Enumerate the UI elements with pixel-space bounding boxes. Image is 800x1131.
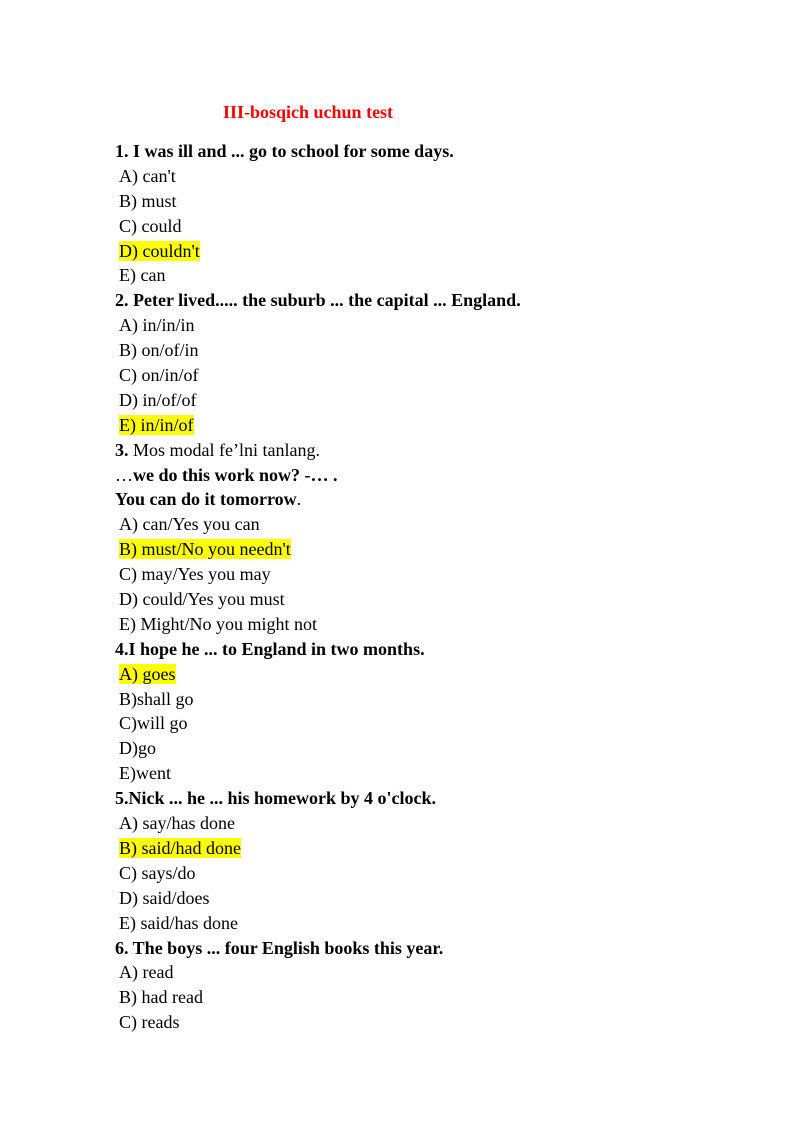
option-text: D) could/Yes you must — [119, 589, 285, 610]
q1-option-a — [115, 164, 775, 189]
question-number: 3. — [115, 439, 129, 460]
option-text: E) can — [119, 265, 166, 286]
ellipsis-prefix: … — [115, 464, 133, 485]
option-text: E)went — [119, 763, 171, 784]
question-1: 1. I was ill and ... go to school for some days. — [115, 141, 454, 161]
option-text: B) must — [119, 190, 177, 211]
q4-option-e — [115, 761, 775, 786]
q1-option-c — [115, 214, 775, 239]
q1-option-d — [115, 239, 775, 264]
q4-option-a — [115, 662, 775, 687]
option-text: B) on/of/in — [119, 340, 199, 361]
q2-option-e — [115, 413, 775, 438]
option-text: C) could — [119, 215, 182, 236]
option-text: A) read — [119, 962, 174, 983]
q6-option-b — [115, 985, 775, 1010]
q5-option-e — [115, 911, 775, 936]
question-2: 2. Peter lived..... the suburb ... the capital ... England. — [115, 290, 521, 311]
prompt-text: we do this work now? -… . — [133, 464, 338, 485]
option-text: A) can/Yes you can — [119, 514, 260, 535]
test-content — [115, 139, 775, 1035]
q5-option-a — [115, 811, 775, 836]
question-5: 5.Nick ... he ... his homework by 4 o'clock. — [115, 788, 437, 809]
q4-option-c — [115, 711, 775, 736]
q2-option-c — [115, 363, 775, 388]
question-3-prompt — [115, 463, 775, 488]
q2-option-d — [115, 388, 775, 413]
q1-option-b — [115, 189, 775, 214]
option-text: A) in/in/in — [119, 315, 195, 336]
page-title: III-bosqich uchun test — [223, 102, 394, 122]
q3-option-b — [115, 537, 775, 562]
option-text: D) in/of/of — [119, 389, 197, 410]
q2-option-a — [115, 313, 775, 338]
q5-option-c — [115, 861, 775, 886]
q4-option-b — [115, 687, 775, 712]
highlighted-answer: B) must/No you needn't — [119, 539, 291, 560]
option-text: E) Might/No you might not — [119, 613, 317, 634]
q5-option-b — [115, 836, 775, 861]
prompt-text: You can do it tomorrow — [115, 489, 297, 510]
question-3 — [115, 438, 775, 463]
q6-option-a — [115, 960, 775, 985]
option-text: C)will go — [119, 713, 188, 734]
highlighted-answer: E) in/in/of — [119, 414, 194, 435]
question-3-prompt-cont — [115, 487, 775, 512]
question-instruction: Mos modal fe’lni tanlang. — [128, 439, 320, 460]
highlighted-answer: B) said/had done — [119, 837, 241, 858]
option-text: D)go — [119, 738, 156, 759]
option-text: A) say/has done — [119, 813, 235, 834]
option-text: B)shall go — [119, 688, 194, 709]
q4-option-d — [115, 736, 775, 761]
highlighted-answer: D) couldn't — [119, 240, 200, 261]
option-text: C) says/do — [119, 862, 196, 883]
option-text: A) can't — [119, 165, 176, 186]
prompt-period: . — [296, 489, 302, 510]
q1-option-e — [115, 263, 775, 288]
q3-option-d — [115, 587, 775, 612]
option-text: B) had read — [119, 987, 203, 1008]
q5-option-d — [115, 886, 775, 911]
question-4: 4.I hope he ... to England in two months. — [115, 638, 425, 659]
q3-option-a — [115, 512, 775, 537]
option-text: D) said/does — [119, 887, 210, 908]
q2-option-b — [115, 338, 775, 363]
q3-option-c — [115, 562, 775, 587]
highlighted-answer: A) goes — [119, 663, 176, 684]
option-text: C) reads — [119, 1012, 180, 1033]
q6-option-c — [115, 1010, 775, 1035]
question-6: 6. The boys ... four English books this year. — [115, 937, 444, 958]
option-text: E) said/has done — [119, 912, 238, 933]
option-text: C) may/Yes you may — [119, 564, 271, 585]
q3-option-e — [115, 612, 775, 637]
option-text: C) on/in/of — [119, 365, 199, 386]
